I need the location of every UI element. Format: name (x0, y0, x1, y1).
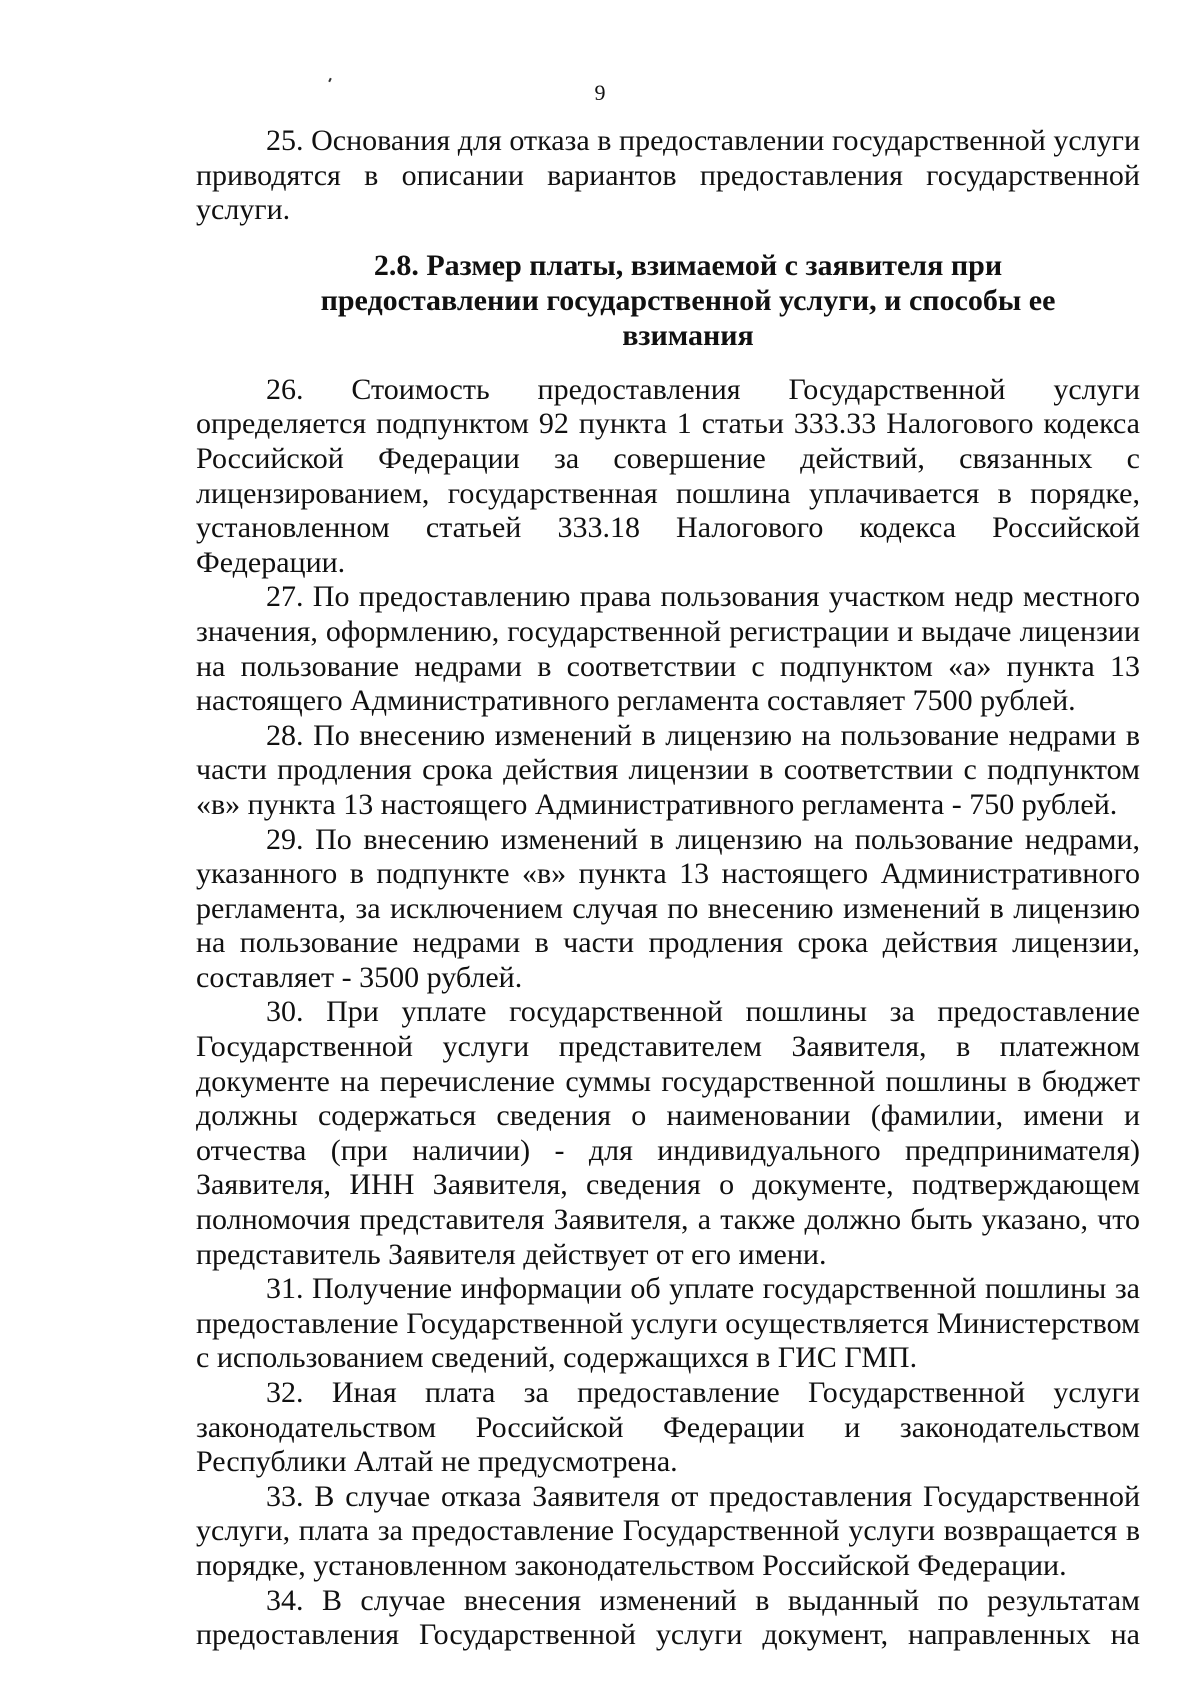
paragraph-31: 31. Получение информации об уплате государственной пошлины за предоставление Государственной услуги осуществляется Министерством с использованием сведений, содержащихся в ГИС ГМП. (196, 1272, 1140, 1375)
paragraph-33: 33. В случае отказа Заявителя от предоставления Государственной услуги, плата за предоставление Государственной услуги возвращается в порядке, установленном законодательством Российской Федерации. (196, 1479, 1140, 1582)
page-number: 9 (594, 80, 606, 105)
paragraph-26: 26. Стоимость предоставления Государственной услуги определяется подпунктом 92 пункта 1 статьи 333.33 Налогового кодекса Российской Федерации за совершение действий, связанных с лицензированием, государственная пошлина уплачивается в порядке, установленном статьей 333.18 Налогового кодекса Российской Федерации. (196, 372, 1140, 579)
paragraph-32: 32. Иная плата за предоставление Государственной услуги законодательством Российской Федерации и законодательством Республики Алтай не предусмотрена. (196, 1376, 1140, 1479)
paragraph-29: 29. По внесению изменений в лицензию на пользование недрами, указанного в подпункте «в» пункта 13 настоящего Административного регламента, за исключением случая по внесению изменений в лицензию на пользование недрами в части продления срока действия лицензии, составляет - 3500 рублей. (196, 822, 1140, 994)
section-heading: 2.8. Размер платы, взимаемой с заявителя при предоставлении государственной услуги, и способы ее взимания (320, 248, 1056, 352)
document-body (196, 124, 1140, 1653)
paragraph-28: 28. По внесению изменений в лицензию на пользование недрами в части продления срока действия лицензии в соответствии с подпунктом «в» пункта 13 настоящего Административного регламента - 750 рублей. (196, 718, 1140, 821)
paragraph-27: 27. По предоставлению права пользования участком недр местного значения, оформлению, государственной регистрации и выдаче лицензии на пользование недрами в соответствии с подпунктом «а» пункта 13 настоящего Административного регламента составляет 7500 рублей. (196, 580, 1140, 718)
paragraph-34: 34. В случае внесения изменений в выданный по результатам предоставления Государственной услуги документ, направленных на (196, 1583, 1140, 1652)
paragraph-30: 30. При уплате государственной пошлины за предоставление Государственной услуги представителем Заявителя, в платежном документе на перечисление суммы государственной пошлины в бюджет должны содержаться сведения о наименовании (фамилии, имени и отчества (при наличии) - для индивидуального предпринимателя) Заявителя, ИНН Заявителя, сведения о документе, подтверждающем полномочия представителя Заявителя, а также должно быть указано, что представитель Заявителя действует от его имени. (196, 995, 1140, 1271)
paragraph-25: 25. Основания для отказа в предоставлении государственной услуги приводятся в описании вариантов предоставления государственной услуги. (196, 124, 1140, 227)
